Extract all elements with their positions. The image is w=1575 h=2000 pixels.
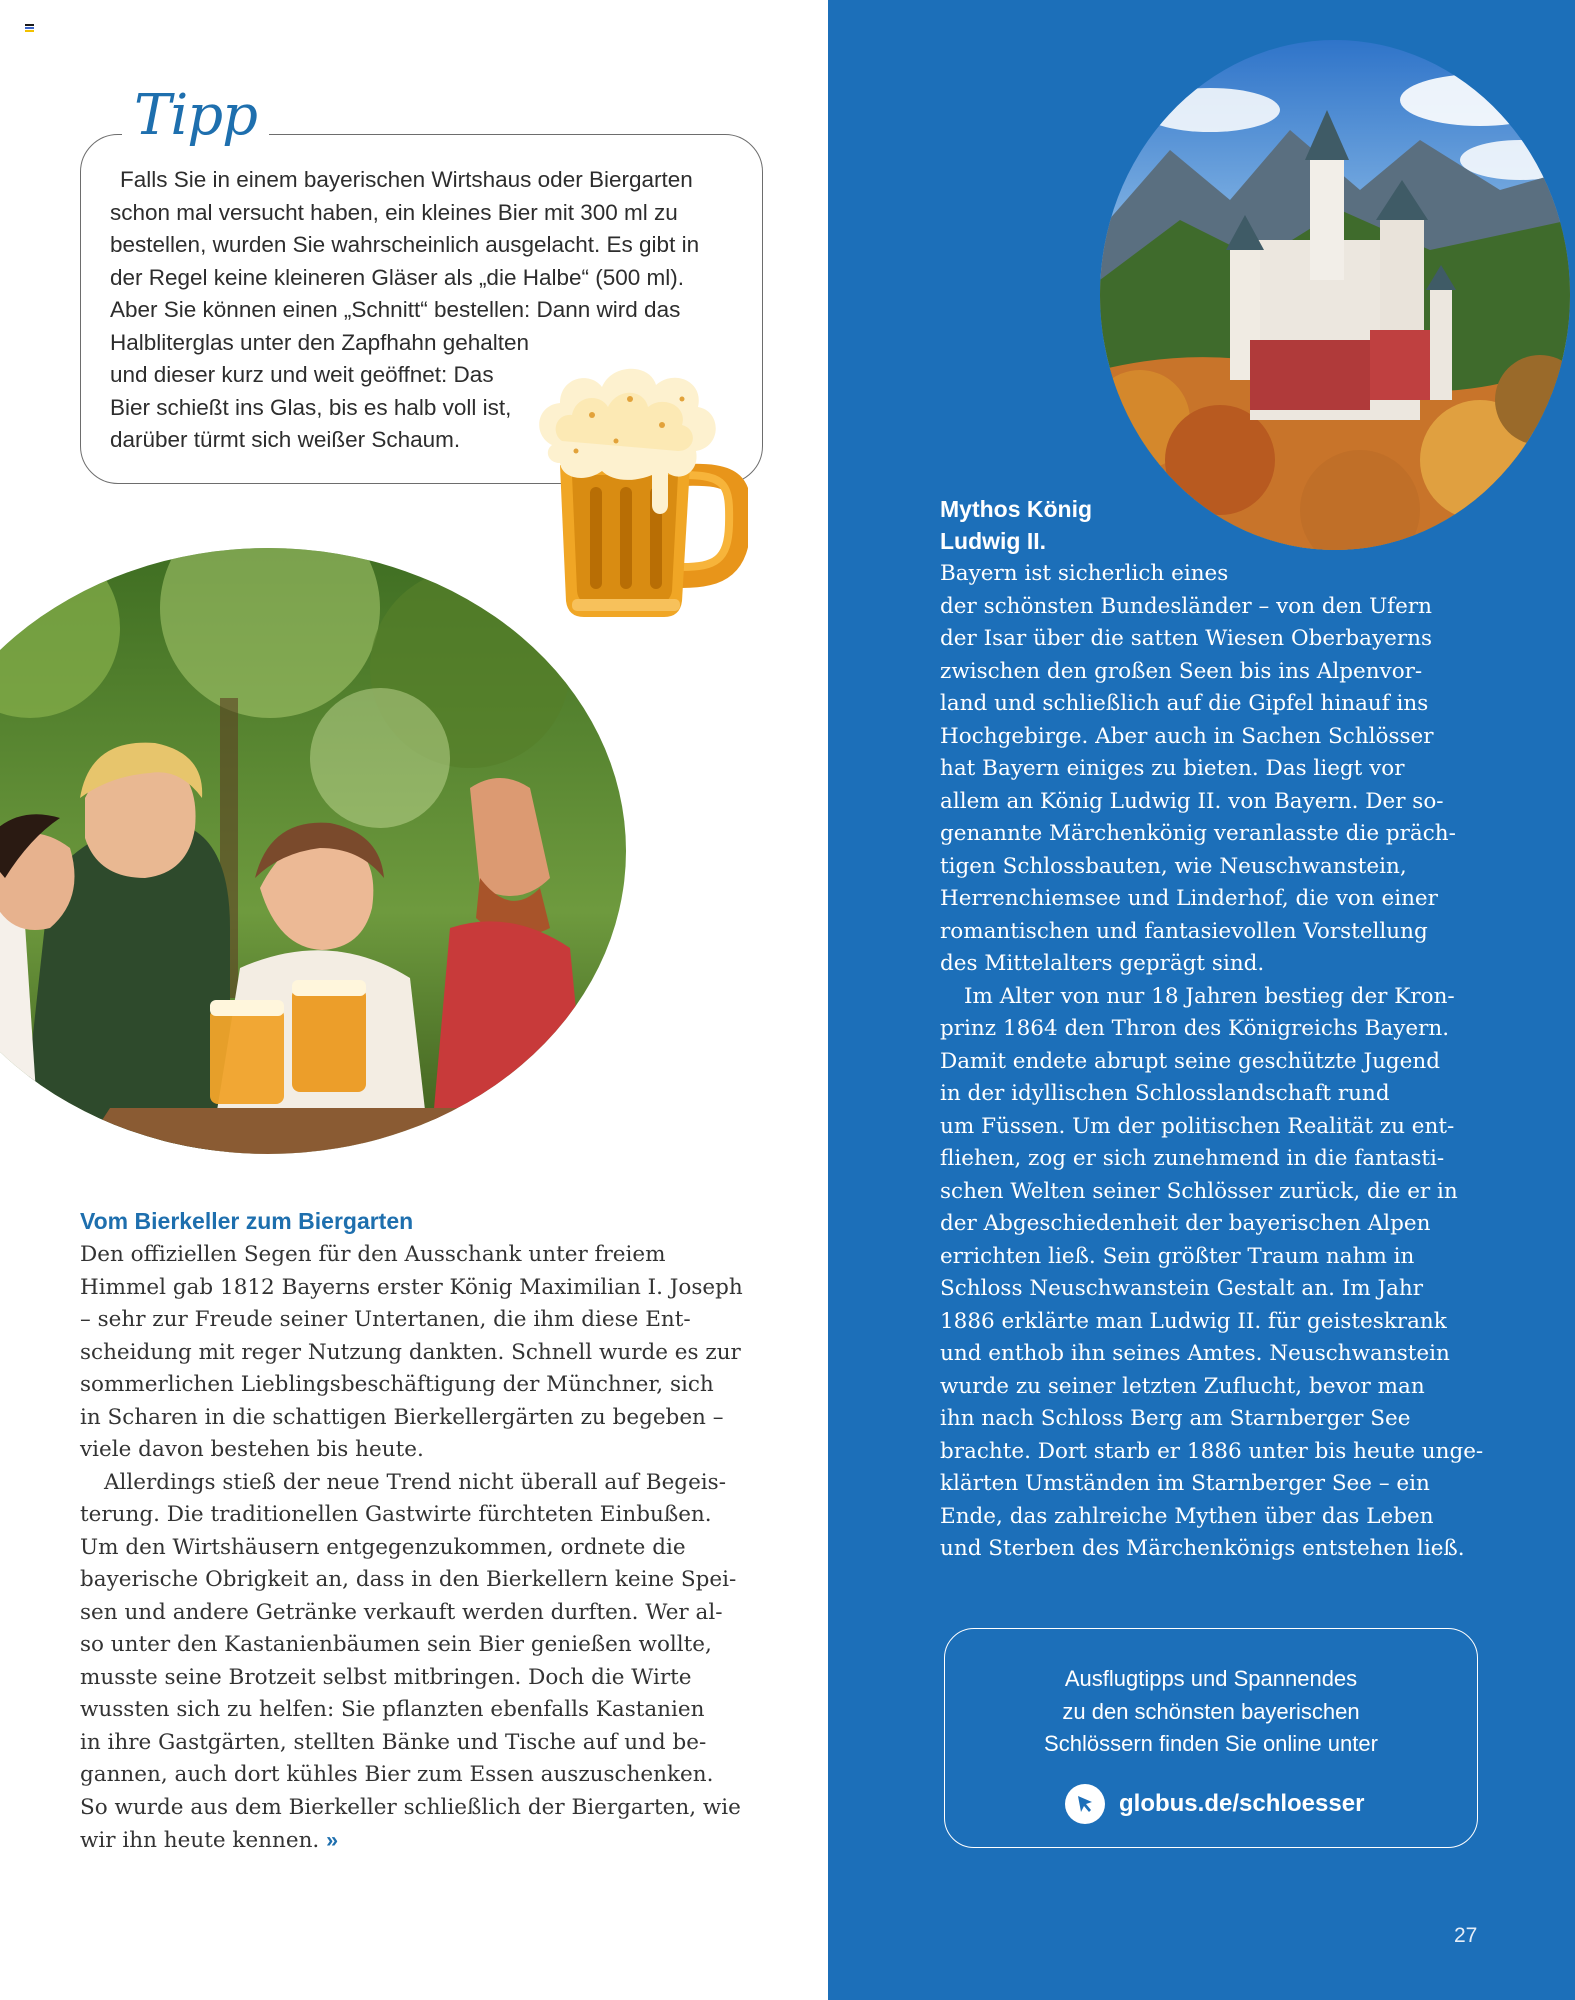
cursor-arrow-icon <box>1065 1784 1105 1824</box>
tipp-line: der Regel keine kleineren Gläser als „die Halbe“ (500 ml). <box>110 264 685 290</box>
info-box <box>944 1628 1478 1848</box>
tipp-line: Aber Sie können einen „Schnitt“ bestellen: Dann wird das <box>110 297 681 322</box>
left-article-paragraph: Den offiziellen Segen für den Ausschank unter freiem Himmel gab 1812 Bayerns erster König Maximilian I. Joseph – sehr zur Freude seiner Untertanen, die ihm diese Ent- scheidung mit reger Nutzung dankten. Schnell wurde es zur sommerlichen Lieblingsbeschäftigung der Münchner, sich in Scharen in die schattigen Bierkellergärten zu begeben – viele davon bestehen bis heute. <box>80 1242 743 1462</box>
tipp-title: Tipp <box>122 88 269 144</box>
left-article-heading: Vom Bierkeller zum Biergarten <box>80 1208 414 1234</box>
right-heading-line: Mythos König <box>940 496 1093 522</box>
tipp-line: darüber türmt sich weißer Schaum. <box>110 427 461 452</box>
right-article-paragraph: Im Alter von nur 18 Jahren bestieg der Kron- prinz 1864 den Thron des Königreichs Bayern. Damit endete abrupt seine geschützte Jugend in der idyllischen Schlosslandschaft rund um Füssen. Um der politischen Realität zu ent- fliehen, zog er sich zunehmend in die fantasti- schen Welten seiner Schlösser zurück, die er in der Abgeschiedenheit der bayerischen Alpen errichten ließ. Sein größter Traum nahm in Schloss Neuschwanstein Gestalt an. Im Jahr 1886 erklärte man Ludwig II. für geisteskrank und enthob ihn seines Amtes. Neuschwanstein wurde zu seiner letzten Zuflucht, bevor man ihn nach Schloss Berg am Starnberger See brachte. Dort starb er 1886 unter bis heute unge- klärten Umständen im Starnberger See – ein Ende, das zahlreiche Mythen über das Leben und Sterben des Märchenkönigs entstehen ließ. <box>940 983 1484 1561</box>
right-heading-line: Ludwig II. <box>940 528 1047 554</box>
tipp-line: Bier schießt ins Glas, bis es halb voll ist, <box>110 394 512 420</box>
globus-link[interactable] <box>1065 1784 1364 1824</box>
right-article-paragraph: Bayern ist sicherlich eines der schönsten Bundesländer – von den Ufern der Isar über die satten Wiesen Oberbayerns zwischen den großen Seen bis ins Alpenvor- land und schließlich auf die Gipfel hinauf ins Hochgebirge. Aber auch in Sachen Schlösser hat Bayern einiges zu bieten. Das liegt vor allem an König Ludwig II. von Bayern. Der so- genannte Märchenkönig veranlasste die präch- tigen Schlossbauten, wie Neuschwanstein, Herrenchiemsee und Linderhof, die von einer romantischen und fantasievollen Vorstellung des Mittelalters geprägt sind. <box>940 561 1456 976</box>
beer-mug-icon <box>532 355 748 619</box>
tipp-line: Falls Sie in einem bayerischen Wirtshaus oder Biergarten <box>120 167 693 192</box>
tipp-line: schon mal versucht haben, ein kleines Bier mit 300 ml zu <box>110 199 678 225</box>
right-article-heading <box>940 493 1092 557</box>
neuschwanstein-photo <box>1100 40 1570 550</box>
tipp-line: bestellen, wurden Sie wahrscheinlich ausgelacht. Es gibt in <box>110 232 700 257</box>
flag-icon <box>25 24 34 32</box>
info-line: zu den schönsten bayerischen <box>1062 1698 1360 1724</box>
tipp-line: Halbliterglas unter den Zapfhahn gehalten <box>110 329 530 355</box>
left-article-paragraph-text: Allerdings stieß der neue Trend nicht überall auf Begeis- terung. Die traditionellen Gastwirte fürchteten Einbußen. Um den Wirtshäusern entgegenzukommen, ordnete die bayerische Obrigkeit an, dass in den Bierkellern keine Spei- sen und andere Getränke verkauft werden durften. Wer al- so unter den Kastanienbäumen sein Bier genießen wollte, musste seine Brotzeit selbst mitbringen. Doch die Wirte wussten sich zu helfen: Sie pflanzten ebenfalls Kastanien in ihre Gastgärten, stellten Bänke und Tische auf und be- gannen, auch dort kühles Bier zum Essen auszuschenken. So wurde aus dem Bierkeller schließlich der Biergarten, wie wir ihn heute kennen. <box>80 1469 741 1853</box>
end-mark: » <box>326 1828 339 1852</box>
globus-link-text[interactable]: globus.de/schloesser <box>1119 1790 1365 1817</box>
info-line: Schlössern finden Sie online unter <box>1044 1731 1378 1756</box>
left-article-body <box>80 1239 770 1858</box>
page-number: 27 <box>1454 1924 1478 1947</box>
right-article-body <box>940 558 1540 1566</box>
info-line: Ausflugtipps und Spannendes <box>1064 1666 1358 1691</box>
left-article-paragraph <box>80 1467 770 1858</box>
info-text <box>945 1663 1477 1761</box>
tipp-line: und dieser kurz und weit geöffnet: Das <box>110 362 494 387</box>
